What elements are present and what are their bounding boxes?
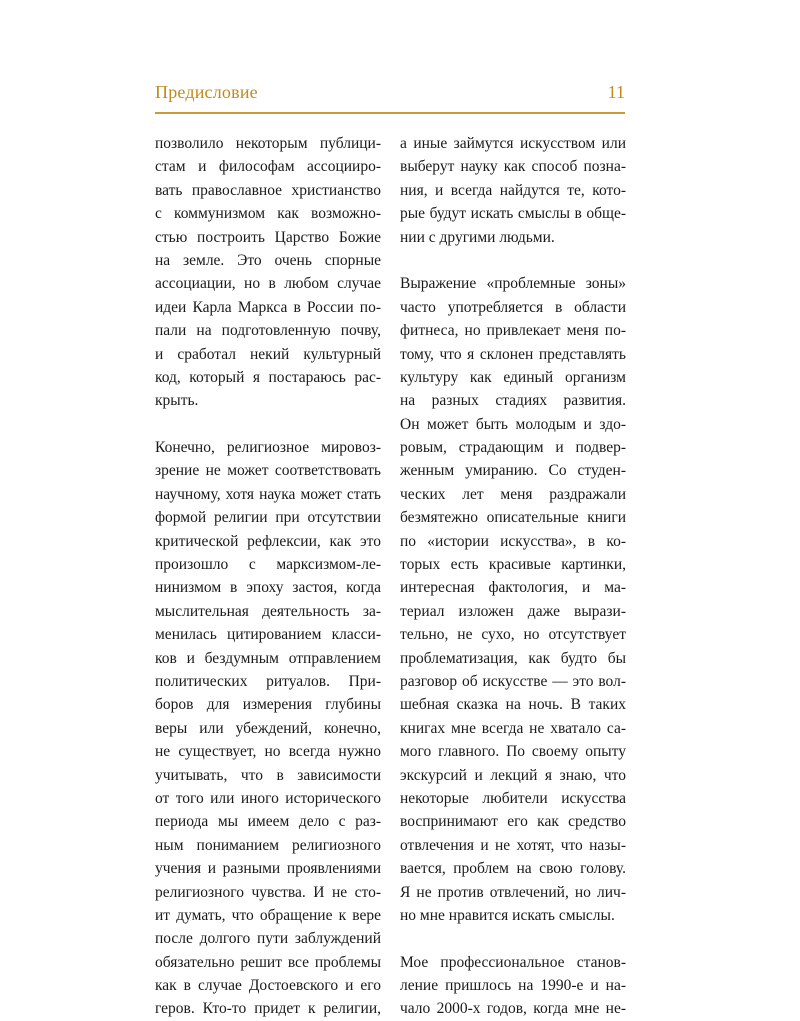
text-line: от того или иного исторического bbox=[155, 789, 381, 807]
text-line: ит думать, что обращение к вере bbox=[155, 906, 381, 924]
text-line: стью построить Царство Божие bbox=[155, 228, 381, 246]
text-line: политических ритуалов. При- bbox=[155, 672, 381, 690]
text-line: воспринимают его как средство bbox=[400, 813, 626, 831]
paragraph-gap bbox=[400, 249, 626, 272]
text-line: тельно, не сухо, но отсутствует bbox=[400, 626, 626, 644]
text-line: на разных стадиях развития. bbox=[400, 392, 626, 410]
text-line: нинизмом в эпоху застоя, когда bbox=[155, 579, 381, 597]
text-line: менилась цитированием класси- bbox=[155, 626, 381, 644]
text-line: стам и философам ассоцииро- bbox=[155, 158, 381, 176]
text-line: шебная сказка на ночь. В таких bbox=[400, 696, 626, 714]
text-line: некоторые любители искусства bbox=[400, 789, 626, 807]
running-header bbox=[155, 82, 625, 112]
text-line: критической рефлексии, как это bbox=[155, 532, 381, 550]
text-line: идеи Карла Маркса в России по- bbox=[155, 298, 381, 316]
text-line: но мне нравится искать смыслы. bbox=[400, 906, 615, 924]
text-line: экскурсий и лекций я знаю, что bbox=[400, 766, 626, 784]
text-line: вать православное христианство bbox=[155, 181, 381, 199]
text-line: зрение не может соответствовать bbox=[155, 462, 381, 480]
text-line: торых есть красивые картинки, bbox=[400, 556, 626, 574]
text-line: на земле. Это очень спорные bbox=[155, 251, 381, 269]
left-text-column bbox=[155, 132, 381, 1021]
text-line: по «истории искусства», в ко- bbox=[400, 532, 626, 550]
text-line: религиозного чувства. И не сто- bbox=[155, 883, 381, 901]
text-line: обязательно решит все проблемы bbox=[155, 953, 381, 971]
text-line: мого главного. По своему опыту bbox=[400, 743, 626, 761]
text-line: ровым, страдающим и подвер- bbox=[400, 439, 626, 457]
paragraph-gap bbox=[400, 927, 626, 950]
text-line: геров. Кто-то придет к религии, bbox=[155, 1000, 381, 1018]
paragraph bbox=[155, 436, 381, 1021]
text-line: книгах мне всегда не хватало са- bbox=[400, 719, 626, 737]
text-line: безмятежно описательные книги bbox=[400, 509, 626, 527]
text-line: не существует, но всегда нужно bbox=[155, 743, 381, 761]
text-line: веры или убеждений, конечно, bbox=[155, 719, 381, 737]
text-line: проблематизация, как будто бы bbox=[400, 649, 626, 667]
text-line: пали на подготовленную почву, bbox=[155, 322, 381, 340]
page-number: 11 bbox=[607, 82, 625, 102]
text-line: Конечно, религиозное мировоз- bbox=[155, 439, 381, 457]
text-line: а иные займутся искусством или bbox=[400, 135, 626, 152]
text-line: Я не против отвлечений, но лич- bbox=[400, 883, 626, 901]
text-line: учения и разными проявлениями bbox=[155, 860, 381, 878]
text-line: после долгого пути заблуждений bbox=[155, 930, 381, 948]
text-line: код, который я постараюсь рас- bbox=[155, 368, 381, 386]
text-line: позволило некоторым публици- bbox=[155, 135, 381, 152]
text-line: Мое профессиональное станов- bbox=[400, 953, 626, 971]
text-line: учитывать, что в зависимости bbox=[155, 766, 381, 784]
text-line: интересная фактология, и ма- bbox=[400, 579, 626, 597]
text-line: ния, и всегда найдутся те, кото- bbox=[400, 181, 626, 199]
text-line: с коммунизмом как возможно- bbox=[155, 205, 381, 223]
text-line: вается, проблем на свою голову. bbox=[400, 860, 626, 878]
text-line: Он может быть молодым и здо- bbox=[400, 415, 626, 433]
section-title: Предисловие bbox=[155, 82, 258, 102]
text-line: чало 2000-х годов, когда мне не- bbox=[400, 1000, 626, 1018]
text-line: ным пониманием религиозного bbox=[155, 836, 381, 854]
text-line: формой религии при отсутствии bbox=[155, 509, 381, 527]
paragraph bbox=[400, 132, 626, 249]
text-line: как в случае Достоевского и его bbox=[155, 977, 381, 995]
text-line: произошло с марксизмом-ле- bbox=[155, 556, 381, 574]
text-line: ков и бездумным отправлением bbox=[155, 649, 381, 667]
text-line: ление пришлось на 1990-е и на- bbox=[400, 977, 626, 995]
text-line: мыслительная деятельность за- bbox=[155, 602, 381, 620]
text-line: выберут науку как способ позна- bbox=[400, 158, 626, 176]
text-line: крыть. bbox=[155, 392, 199, 410]
text-line: нии с другими людьми. bbox=[400, 228, 555, 246]
text-line: тому, что я склонен представлять bbox=[400, 345, 626, 363]
paragraph bbox=[155, 132, 381, 413]
text-line: фитнеса, но привлекает меня по- bbox=[400, 322, 626, 340]
paragraph bbox=[400, 951, 626, 1021]
text-line: и сработал некий культурный bbox=[155, 345, 381, 363]
paragraph bbox=[400, 272, 626, 927]
text-line: женным умиранию. Со студен- bbox=[400, 462, 626, 480]
text-line: отвлечения и не хотят, что назы- bbox=[400, 836, 626, 854]
text-line: научному, хотя наука может стать bbox=[155, 485, 381, 503]
text-line: ческих лет меня раздражали bbox=[400, 485, 626, 503]
text-line: териал изложен даже вырази- bbox=[400, 602, 626, 620]
text-line: периода мы имеем дело с раз- bbox=[155, 813, 381, 831]
text-line: культуру как единый организм bbox=[400, 368, 626, 386]
paragraph-gap bbox=[155, 413, 381, 436]
text-line: боров для измерения глубины bbox=[155, 696, 381, 714]
text-line: рые будут искать смыслы в обще- bbox=[400, 205, 626, 223]
text-line: разговор об искусстве — это вол- bbox=[400, 672, 626, 690]
header-divider bbox=[155, 112, 625, 114]
text-line: Выражение «проблемные зоны» bbox=[400, 275, 626, 293]
text-line: ассоциации, но в любом случае bbox=[155, 275, 381, 293]
text-line: часто употребляется в области bbox=[400, 298, 626, 316]
right-text-column bbox=[400, 132, 626, 1021]
